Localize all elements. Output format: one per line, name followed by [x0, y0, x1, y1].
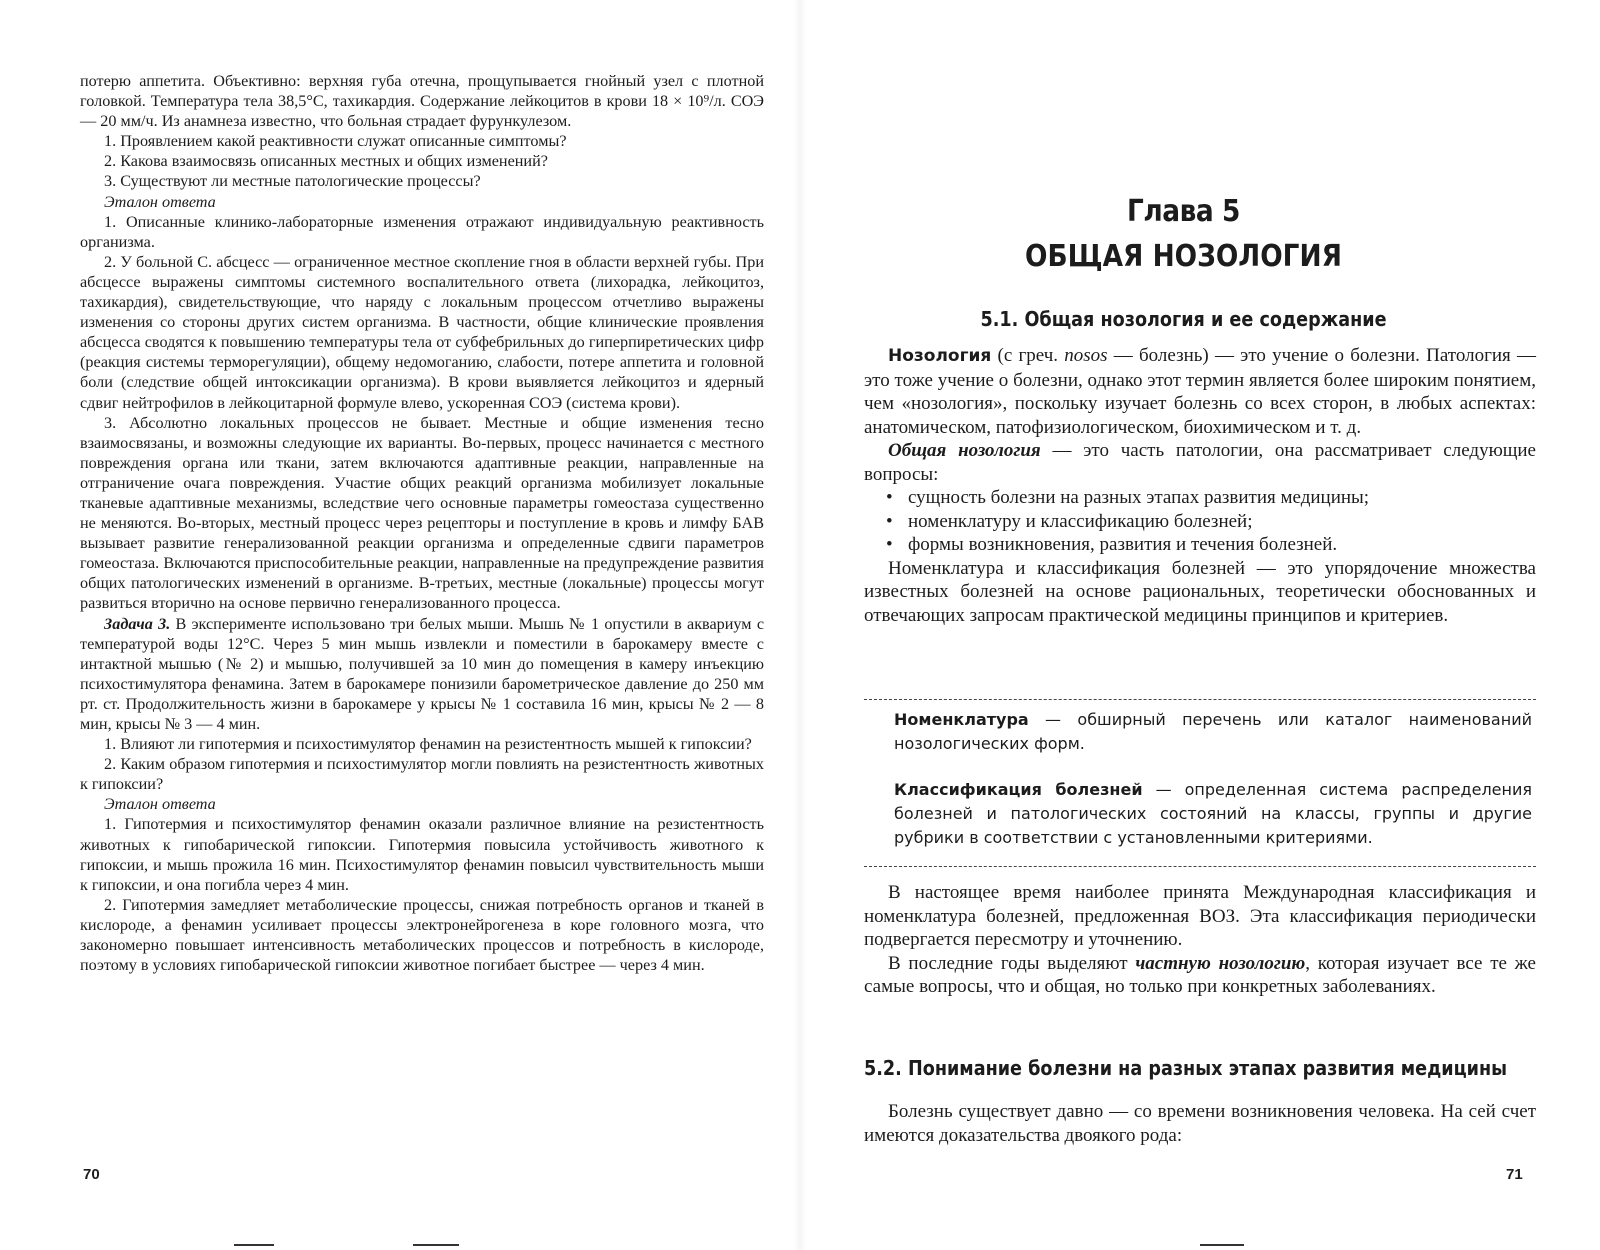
recent-post: , которая изучает все те же самые вопросы, что и общая, но только при конкретных заболеваниях.: [864, 952, 1536, 997]
list-item: • номенклатуру и классификацию болезней;: [886, 510, 1536, 534]
paragraph: 2. У больной С. абсцесс — ограниченное местное скопление гноя в области верхней губы. При абсцессе выражены симптомы системного воспалительного ответа (лихорадка, лейкоцитоз, тахикардия), свидетельствующие, что наряду с локальным процессом отчетливо выражены изменения со стороны других систем организма. В частности, общие клинические проявления абсцесса сводятся к повышению температуры тела от субфебрильных до гиперпиретических цифр (реакция системы терморегуляции), общему недомоганию, слабости, потере аппетита и головной боли (следствие общей интоксикации организма). В крови выявляется лейкоцитоз и ядерный сдвиг нейтрофилов в лейкоцитарной формуле влево, ускоренная СОЭ (система крови).: [80, 252, 764, 412]
definition-text: — определенная система распределения болезней и патологических состояний на классы, группы и другие рубрики в соответствии с установленными критериями.: [894, 780, 1533, 847]
term-private-nosology: частную нозологию: [1135, 952, 1306, 974]
intro-paragraph: [864, 344, 1536, 439]
page-number-right: 71: [1506, 1166, 1523, 1183]
greek-word: nosos: [1064, 345, 1108, 366]
list-item: • формы возникновения, развития и течения болезней.: [886, 533, 1536, 557]
paragraph: 3. Абсолютно локальных процессов не бывает. Местные и общие изменения тесно взаимосвязаны, и возможны следующие их варианты. Во-первых, процесс начинается с местного повреждения органа или ткани, затем включаются адаптивные реакции, направленные на отграничение очага повреждения. Участие общих реакций организма мобилизует локальные тканевые адаптивные механизмы, вследствие чего основные параметры гомеостаза существенно не меняются. Во-вторых, местный процесс через рецепторы и поступление в кровь и лимфу БАВ вызывает развитие генерализованной реакции организма и определенные сдвиги параметров гомеостаза. Включаются приспособительные реакции, направленные на предупреждение развития общих патологических изменений в организме. В-третьих, местные (локальные) процессы могут развиться вторично на основе первично генерализованного процесса.: [80, 413, 764, 613]
paragraph: 2. Какова взаимосвязь описанных местных и общих изменений?: [104, 152, 548, 171]
bottom-edge-mark: [413, 1244, 459, 1246]
left-page-text: [80, 71, 764, 975]
paragraph: 1. Влияют ли гипотермия и психостимулятор фенамин на резистентность мышей к гипоксии?: [104, 735, 752, 754]
general-paragraph: [864, 439, 1536, 486]
definition-classification: [864, 778, 1536, 850]
paragraph: 1. Проявлением какой реактивности служат описанные симптомы?: [104, 132, 567, 151]
definition-term: Номенклатура: [894, 710, 1029, 729]
section-1-title: 5.1. Общая нозология и ее содержание: [980, 307, 1387, 331]
who-paragraph: В настоящее время наиболее принята Международная классификация и номенклатура болезней, предложенная ВОЗ. Эта классификация периодически подвергается пересмотру и уточнению.: [864, 882, 1536, 950]
chapter-title: ОБЩАЯ НОЗОЛОГИЯ: [1025, 239, 1342, 274]
right-page-text-last: [864, 1100, 1536, 1147]
section-2-title: 5.2. Понимание болезни на разных этапах развития медицины: [864, 1056, 1508, 1080]
nomenclature-paragraph: Номенклатура и классификация болезней — это упорядочение множества известных болезней на основе рациональных, теоретически обоснованных и отвечающих запросам практической медицины принципов и критериев.: [864, 557, 1536, 626]
paragraph: 1. Гипотермия и психостимулятор фенамин оказали различное влияние на резистентность животных к гипобарической гипоксии. Гипотермия повысила устойчивость животного к гипоксии, и мышь прожила 16 мин. Психостимулятор фенамин повысил чувствительность мыши к гипоксии, и она погибла через 4 мин.: [80, 815, 764, 894]
bottom-edge-mark: [234, 1244, 274, 1246]
right-page-text-top: [864, 344, 1536, 627]
chapter-label: Глава 5: [1127, 194, 1240, 229]
right-page-text-bottom: [864, 881, 1536, 999]
intro-post: — болезнь) — это учение о болезни. Патология — это тоже учение о болезни, однако этот термин является более широким понятием, чем «нозология», поскольку изучает болезнь со всех сторон, в любых аспектах: анатомическом, патофизиологическом, биохимическом и т. д.: [864, 345, 1536, 438]
definition-box: [864, 699, 1536, 867]
paragraph: 2. Каким образом гипотермия и психостимулятор могли повлиять на резистентность животных к гипоксии?: [80, 755, 764, 794]
task-paragraph: [80, 614, 764, 735]
chapter-heading: [847, 192, 1520, 280]
general-text: — это часть патологии, она рассматривает следующие вопросы:: [864, 440, 1536, 485]
book-gutter: [794, 0, 806, 1250]
task-text: В эксперименте использовано три белых мыши. Мышь № 1 опустили в аквариум с температурой воды 12°С. Через 5 мин мышь извлекли и поместили в барокамеру вместе с интактной мышью (№ 2) и мышью, получившей за 10 мин до помещения в камеру инъекцию психостимулятора фенамина. Затем в барокамере понизили барометрическое давление до 250 мм рт. ст. Продолжительность жизни в барокамере у крысы № 1 составила 16 мин, крысы № 2 — 8 мин, крысы № 3 — 4 мин.: [80, 614, 764, 733]
paragraph: 3. Существуют ли местные патологические процессы?: [104, 172, 481, 191]
paragraph: потерю аппетита. Объективно: верхняя губа отечна, прощупывается гнойный узел с плотной головкой. Температура тела 38,5°С, тахикардия. Содержание лейкоцитов в крови 18 × 10⁹/л. СОЭ — 20 мм/ч. Из анамнеза известно, что больная страдает фурункулезом.: [80, 72, 764, 131]
recent-paragraph: [864, 952, 1536, 999]
intro-pre: (с греч.: [991, 345, 1065, 366]
term-nosology: Нозология: [888, 346, 992, 366]
paragraph: 2. Гипотермия замедляет метаболические процессы, снижая потребность органов и тканей в кислороде, а фенамин усиливает процессы электронейрогенеза в коре головного мозга, что закономерно повышает интенсивность метаболических процессов и потребность в кислороде, поэтому в условиях гипобарической гипоксии животное погибает быстрее — через 4 мин.: [80, 895, 764, 975]
list-item: • сущность болезни на разных этапах развития медицины;: [886, 486, 1536, 510]
bullet-list: [864, 486, 1536, 557]
answer-heading: Эталон ответа: [104, 192, 216, 211]
paragraph: 1. Описанные клинико-лабораторные изменения отражают индивидуальную реактивность организма.: [80, 212, 764, 251]
answer-heading: Эталон ответа: [104, 795, 216, 814]
bottom-edge-mark: [1200, 1244, 1244, 1246]
recent-pre: В последние годы выделяют: [888, 952, 1136, 974]
task-label: Задача 3.: [104, 614, 171, 633]
definition-text: — обширный перечень или каталог наименований нозологических форм.: [894, 710, 1532, 753]
last-paragraph: Болезнь существует давно — со времени возникновения человека. На сей счет имеются доказательства двоякого рода:: [864, 1101, 1536, 1146]
page-number-left: 70: [83, 1166, 100, 1183]
definition-nomenclature: [864, 708, 1536, 756]
term-general-nosology: Общая нозология: [888, 440, 1041, 461]
definition-term: Классификация болезней: [894, 780, 1143, 799]
